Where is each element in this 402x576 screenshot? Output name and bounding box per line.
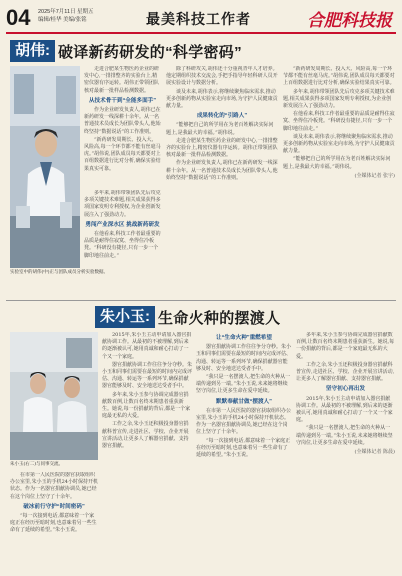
story1-subhead-1: 从技术骨干到“全能多面手” — [88, 97, 157, 104]
paragraph: 在市第一人民医院的器官获取组织办公室里,朱小玉的手机24小时保持开机状态。作为一名器官捐献协调员,她已经在这个岗位上坚守了十余年。 — [196, 407, 292, 436]
paragraph: 2015年,朱小玉主动申请加入器官捐献协调工作。从最初的不被理解,到后来的逐渐被认可,她用真诚和耐心打动了一个又一个家庭。 — [296, 395, 393, 424]
newspaper-logo: 合肥科技报 — [307, 11, 392, 31]
lab-photo-image — [10, 66, 80, 268]
paragraph: “每一次接到电话,都意味着一个家庭正在经历至暗时刻,也意味着另一些生命有了延续的希望。”朱小玉说。 — [196, 437, 291, 459]
story-divider — [6, 300, 396, 301]
paragraph: 器官捐献协调工作往往争分夺秒。朱小玉和同事们需要在最短的时间内完成评估、沟通、转运等一系列环节,确保捐献器官能够及时、安全地送达受者手中。 — [102, 361, 192, 390]
story2-subhead-3: 默默奉献甘做“摆渡人” — [216, 398, 272, 405]
story2-column-1 — [102, 332, 192, 572]
paragraph: 走进合肥某生物医药企业的研发中心,一排排整齐的实验台上,精密仪器有序运转。胡伟正带领团队核对最新一批样品检测数据。 — [166, 137, 278, 159]
editor-line: 编辑/桂华 美编/张铭 — [38, 17, 87, 23]
paragraph: 谈及未来,胡伟表示,将继续聚焦临床需求,推动更多创新药物从实验室走向市场,为守护人民健康贡献力量。 — [166, 88, 278, 110]
story2-subhead-2: 让“生命火种”重燃希望 — [216, 335, 272, 341]
story1-byline: (全媒体记者 张宇) — [354, 172, 395, 179]
paragraph: 工作之余,朱小玉还积极投身器官捐献科普宣传,走进社区、学校、企业开展宣讲活动,让更多人了解器官捐献、支持器官捐献。 — [296, 361, 395, 383]
section-title: 最美科技工作者 — [146, 11, 251, 27]
paragraph: 在市第一人民医院的器官获取组织办公室里,朱小玉的手机24小时保持开机状态。作为一名器官捐献协调员,她已经在这个岗位上坚守了十余年。 — [10, 472, 98, 500]
paragraph: 多年来,胡伟带领团队先后攻克多项关键技术难题,相关成果获得多项国家发明专利授权,为企业创新发展注入了强劲动力。 — [84, 190, 161, 218]
story2-photo — [10, 332, 98, 460]
paragraph: “新药研发周期长、投入大、风险高,每一个环节都不能有丝毫马虎。”胡伟说,团队成员每天都要对上百组数据进行比对分析,确保实验结果真实可靠。 — [84, 136, 161, 172]
paragraph: “能够把自己的所学用在为老百姓解决实际问题上,是我最大的幸福。”胡伟说。 — [166, 122, 274, 136]
story1-title: 破译新药研发的“科学密码” — [58, 43, 242, 61]
story2-subhead-1: 破冰前行守护“时间密码” — [23, 503, 85, 510]
story2-column-3 — [296, 332, 395, 572]
paragraph: “能够把自己的所学用在为老百姓解决实际问题上,是我最大的幸福。”胡伟说。 — [283, 156, 391, 170]
header-rule — [6, 32, 396, 34]
story1-column-1b — [84, 190, 161, 294]
page-number: 04 — [6, 5, 31, 30]
paragraph: 除了科研攻关,胡伟还十分重视青年人才培养。他定期组织技术交流会,手把手指导年轻科研人员开展实验设计与数据分析。 — [166, 66, 278, 87]
paragraph: 工作之余,朱小玉还积极投身器官捐献科普宣传,走进社区、学校、企业开展宣讲活动,让更多人了解器官捐献、支持器官捐献。 — [102, 421, 189, 450]
paragraph: 在他看来,科技工作者最重要的品质是耐得住寂寞、坐得住冷板凳。“科研没有捷径,只有一步一个脚印地往前走。” — [84, 231, 161, 259]
date-line: 2025年7月11日 星期五 — [38, 9, 94, 15]
story2-byline: (全媒体记者 陈晨) — [354, 449, 395, 456]
paragraph: 作为企业研发负责人,胡伟已在新药研发一线深耕十余年。从一名普通技术员成长为团队带头人,他始终坚持“数据说话”的工作准则。 — [166, 160, 278, 181]
paragraph: 2015年,朱小玉主动申请加入器官捐献协调工作。从最初的不被理解,到后来的逐渐被认可,她用真诚和耐心打动了一个又一个家庭。 — [102, 332, 192, 360]
story1-headline[interactable] — [10, 40, 242, 62]
story1-subhead-3: 成果转化的“引路人” — [196, 113, 248, 120]
paragraph: “每一次接到电话,都意味着一个家庭正在经历至暗时刻,也意味着另一些生命有了延续的希望。”朱小玉说。 — [10, 513, 97, 534]
story2-column-2 — [196, 332, 292, 572]
issue-meta — [38, 8, 94, 24]
paragraph: 器官捐献协调工作往往争分夺秒。朱小玉和同事们需要在最短的时间内完成评估、沟通、转运等一系列环节,确保捐献器官能够及时、安全地送达受者手中。 — [196, 344, 292, 372]
paragraph: 多年来,胡伟带领团队先后攻克多项关键技术难题,相关成果获得多项国家发明专利授权,为企业创新发展注入了强劲动力。 — [283, 88, 395, 110]
story1-name-box: 胡伟: — [10, 40, 55, 62]
paragraph: 作为企业研发负责人,胡伟已在新药研发一线深耕十余年。从一名普通技术员成长为团队带头人,他始终坚持“数据说话”的工作准则。 — [84, 107, 161, 135]
paragraph: “我只是一名摆渡人,把生命的火种从一端传递到另一端。”朱小玉说,未来她将继续坚守岗位,让更多生命在爱中延续。 — [296, 425, 393, 446]
paragraph: 多年来,朱小玉参与协调完成器官捐献数百例,让数百名终末期患者重获新生。她说,每一份捐献的背后,都是一个家庭最无私的大爱。 — [102, 391, 191, 420]
paragraph: 走进合肥某生物医药企业的研发中心,一排排整齐的实验台上,精密仪器有序运转。胡伟正带领团队核对最新一批样品检测数据。 — [84, 66, 160, 94]
page-header — [6, 6, 396, 32]
story1-subhead-2: 勇闯产业深水区 挑战新药研发 — [85, 221, 160, 228]
story2-name-box: 朱小玉: — [95, 306, 155, 328]
paragraph: “新药研发周期长、投入大、风险高,每一个环节都不能有丝毫马虎。”胡伟说,团队成员每天都要对上百组数据进行比对分析,确保实验结果真实可靠。 — [283, 66, 395, 87]
story2-headline[interactable] — [95, 306, 280, 328]
paragraph: 谈及未来,胡伟表示,将继续聚焦临床需求,推动更多创新药物从实验室走向市场,为守护人民健康贡献力量。 — [283, 133, 395, 155]
paragraph: 在他看来,科技工作者最重要的品质是耐得住寂寞、坐得住冷板凳。“科研没有捷径,只有一步一个脚印地往前走。” — [283, 111, 395, 132]
story2-subhead-4: 坚守初心再出发 — [325, 386, 366, 393]
story1-column-2 — [166, 66, 278, 294]
story1-caption: 实验室中的胡伟(中)正与团队成员分析实验数据。 — [10, 270, 109, 275]
paragraph: “我只是一名摆渡人,把生命的火种从一端传递到另一端。”朱小玉说,未来她将继续坚守岗位,让更多生命在爱中延续。 — [196, 374, 291, 395]
paragraph: 多年来,朱小玉参与协调完成器官捐献数百例,让数百名终末期患者重获新生。她说,每一份捐献的背后,都是一个家庭最无私的大爱。 — [296, 332, 395, 360]
story2-column-0 — [10, 472, 98, 572]
story1-column-3 — [283, 66, 395, 294]
story2-title: 生命火种的摆渡人 — [158, 309, 281, 327]
story1-column-1 — [84, 66, 161, 188]
hospital-photo-image — [10, 332, 98, 460]
story1-photo — [10, 66, 80, 268]
story2-caption: 朱小玉(右二)与同事交流。 — [10, 462, 64, 467]
